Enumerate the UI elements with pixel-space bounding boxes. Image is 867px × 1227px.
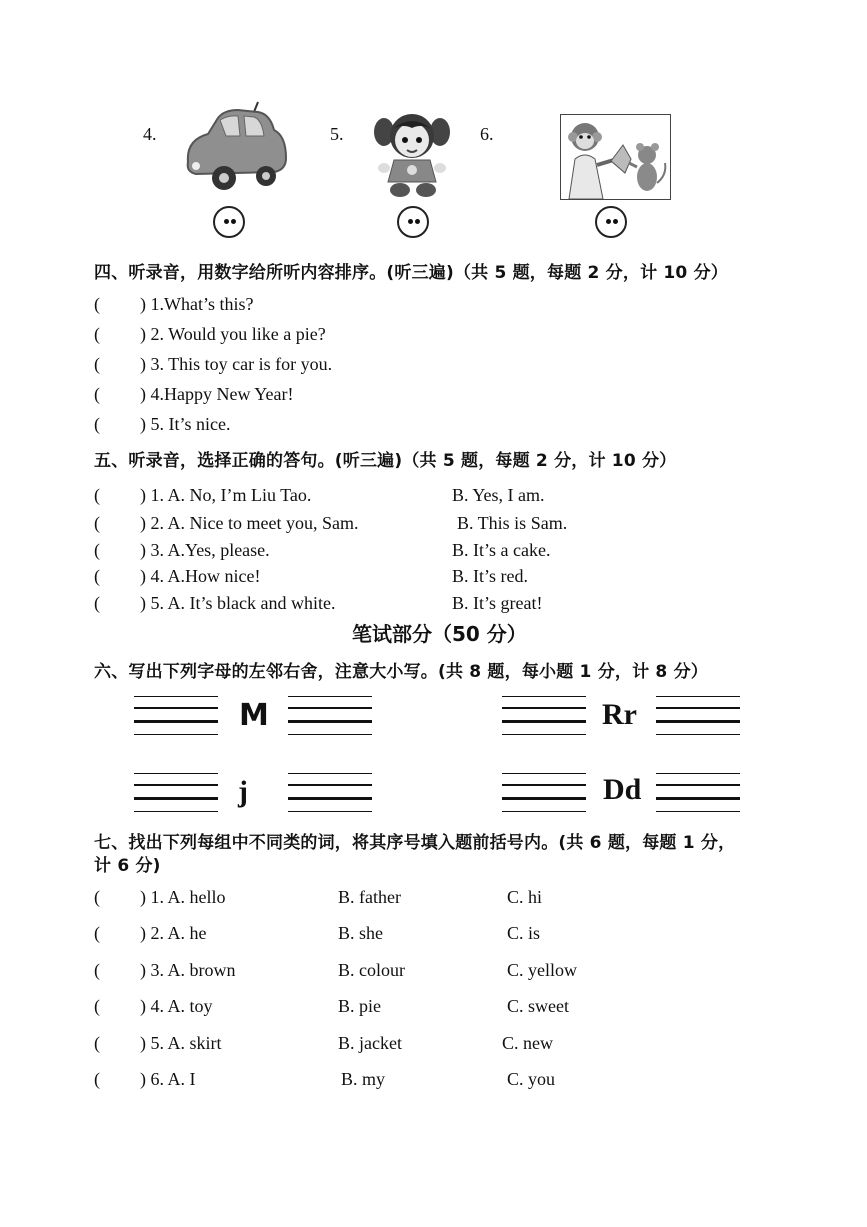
letter-write-line-j-right[interactable] bbox=[288, 773, 372, 813]
answer-bracket[interactable]: ( bbox=[94, 996, 100, 1016]
option-a: ) 2. A. he bbox=[140, 923, 207, 943]
picture-number-4: 4. bbox=[143, 124, 157, 144]
answer-bracket[interactable]: ( bbox=[94, 960, 100, 980]
answer-bracket[interactable]: ( bbox=[94, 566, 100, 586]
section-7-item-5-c: C. new bbox=[502, 1033, 553, 1053]
answer-bracket[interactable]: ( bbox=[94, 384, 100, 404]
doll-icon bbox=[370, 110, 454, 203]
item-text: ) 2. Would you like a pie? bbox=[140, 324, 326, 344]
letter-write-line-m-left[interactable] bbox=[134, 696, 218, 736]
section-7-item-6-b: B. my bbox=[341, 1069, 386, 1089]
picture-number-5: 5. bbox=[330, 124, 344, 144]
section-5-item-4-b: B. It’s red. bbox=[452, 566, 528, 586]
option-a: ) 1. A. No, I’m Liu Tao. bbox=[140, 485, 312, 505]
answer-bracket[interactable]: ( bbox=[94, 887, 100, 907]
option-a: ) 4. A. toy bbox=[140, 996, 213, 1016]
option-a: ) 3. A. brown bbox=[140, 960, 236, 980]
answer-bracket[interactable]: ( bbox=[94, 1033, 100, 1053]
answer-bracket[interactable]: ( bbox=[94, 513, 100, 533]
option-a: ) 5. A. skirt bbox=[140, 1033, 222, 1053]
answer-face-circle-4[interactable] bbox=[213, 206, 245, 238]
letter-m: M bbox=[239, 698, 269, 733]
answer-bracket[interactable]: ( bbox=[94, 414, 100, 434]
section-5-item-5-a bbox=[94, 593, 335, 614]
letter-write-line-j-left[interactable] bbox=[134, 773, 218, 813]
written-part-title: 笔试部分（50 分） bbox=[352, 622, 527, 646]
section-4-item-3 bbox=[94, 354, 332, 375]
section-4-item-4 bbox=[94, 384, 293, 405]
toy-car-icon bbox=[178, 100, 290, 201]
section-5-heading: 五、听录音，选择正确的答句。(听三遍)（共 5 题，每题 2 分，计 10 分） bbox=[94, 451, 677, 471]
option-a: ) 1. A. hello bbox=[140, 887, 226, 907]
section-5-item-5-b: B. It’s great! bbox=[452, 593, 543, 613]
option-a: ) 5. A. It’s black and white. bbox=[140, 593, 336, 613]
picture-number-6: 6. bbox=[480, 124, 494, 144]
section-7-item-4-c: C. sweet bbox=[507, 996, 569, 1016]
letter-j: j bbox=[238, 775, 248, 808]
section-5-item-3-a bbox=[94, 540, 270, 561]
item-text: ) 1.What’s this? bbox=[140, 294, 254, 314]
section-7-item-1-a bbox=[94, 887, 226, 908]
answer-face-circle-6[interactable] bbox=[595, 206, 627, 238]
section-7-item-5-a bbox=[94, 1033, 222, 1054]
answer-bracket[interactable]: ( bbox=[94, 540, 100, 560]
section-4-item-2 bbox=[94, 324, 326, 345]
section-6-heading: 六、写出下列字母的左邻右舍，注意大小写。(共 8 题，每小题 1 分，计 8 分） bbox=[94, 662, 708, 682]
answer-bracket[interactable]: ( bbox=[94, 1069, 100, 1089]
monkey-giving-gift-icon bbox=[560, 114, 671, 200]
section-7-item-5-b: B. jacket bbox=[338, 1033, 402, 1053]
item-text: ) 4.Happy New Year! bbox=[140, 384, 294, 404]
section-7-heading: 七、找出下列每组中不同类的词，将其序号填入题前括号内。(共 6 题，每题 1 分， bbox=[94, 833, 736, 853]
answer-bracket[interactable]: ( bbox=[94, 593, 100, 613]
section-7-item-4-a bbox=[94, 996, 213, 1017]
section-5-item-2-b: B. This is Sam. bbox=[457, 513, 568, 533]
option-a: ) 3. A.Yes, please. bbox=[140, 540, 270, 560]
section-7-item-3-b: B. colour bbox=[338, 960, 405, 980]
section-7-item-3-a bbox=[94, 960, 236, 981]
section-7-heading-cont: 计 6 分) bbox=[94, 856, 161, 876]
letter-write-line-rr-right[interactable] bbox=[656, 696, 740, 736]
section-5-item-1-a bbox=[94, 485, 311, 506]
item-text: ) 5. It’s nice. bbox=[140, 414, 231, 434]
option-a: ) 4. A.How nice! bbox=[140, 566, 261, 586]
answer-face-circle-5[interactable] bbox=[397, 206, 429, 238]
section-7-item-3-c: C. yellow bbox=[507, 960, 577, 980]
section-4-heading: 四、听录音，用数字给所听内容排序。(听三遍)（共 5 题，每题 2 分，计 10 分） bbox=[94, 263, 728, 283]
letter-write-line-dd-right[interactable] bbox=[656, 773, 740, 813]
section-7-item-2-b: B. she bbox=[338, 923, 383, 943]
letter-rr: Rr bbox=[602, 698, 637, 731]
section-4-item-5 bbox=[94, 414, 230, 435]
answer-bracket[interactable]: ( bbox=[94, 485, 100, 505]
section-7-item-6-c: C. you bbox=[507, 1069, 556, 1089]
letter-write-line-dd-left[interactable] bbox=[502, 773, 586, 813]
letter-dd: Dd bbox=[603, 773, 642, 806]
section-7-item-2-c: C. is bbox=[507, 923, 541, 943]
section-7-item-2-a bbox=[94, 923, 207, 944]
answer-bracket[interactable]: ( bbox=[94, 923, 100, 943]
section-5-item-1-b: B. Yes, I am. bbox=[452, 485, 545, 505]
answer-bracket[interactable]: ( bbox=[94, 324, 100, 344]
option-a: ) 6. A. I bbox=[140, 1069, 196, 1089]
section-5-item-2-a bbox=[94, 513, 358, 534]
section-5-item-3-b: B. It’s a cake. bbox=[452, 540, 551, 560]
section-7-item-6-a bbox=[94, 1069, 196, 1090]
section-4-item-1 bbox=[94, 294, 253, 315]
section-7-item-1-b: B. father bbox=[338, 887, 401, 907]
answer-bracket[interactable]: ( bbox=[94, 354, 100, 374]
section-7-item-4-b: B. pie bbox=[338, 996, 381, 1016]
letter-write-line-rr-left[interactable] bbox=[502, 696, 586, 736]
section-5-item-4-a bbox=[94, 566, 260, 587]
item-text: ) 3. This toy car is for you. bbox=[140, 354, 333, 374]
option-a: ) 2. A. Nice to meet you, Sam. bbox=[140, 513, 359, 533]
letter-write-line-m-right[interactable] bbox=[288, 696, 372, 736]
answer-bracket[interactable]: ( bbox=[94, 294, 100, 314]
section-7-item-1-c: C. hi bbox=[507, 887, 543, 907]
